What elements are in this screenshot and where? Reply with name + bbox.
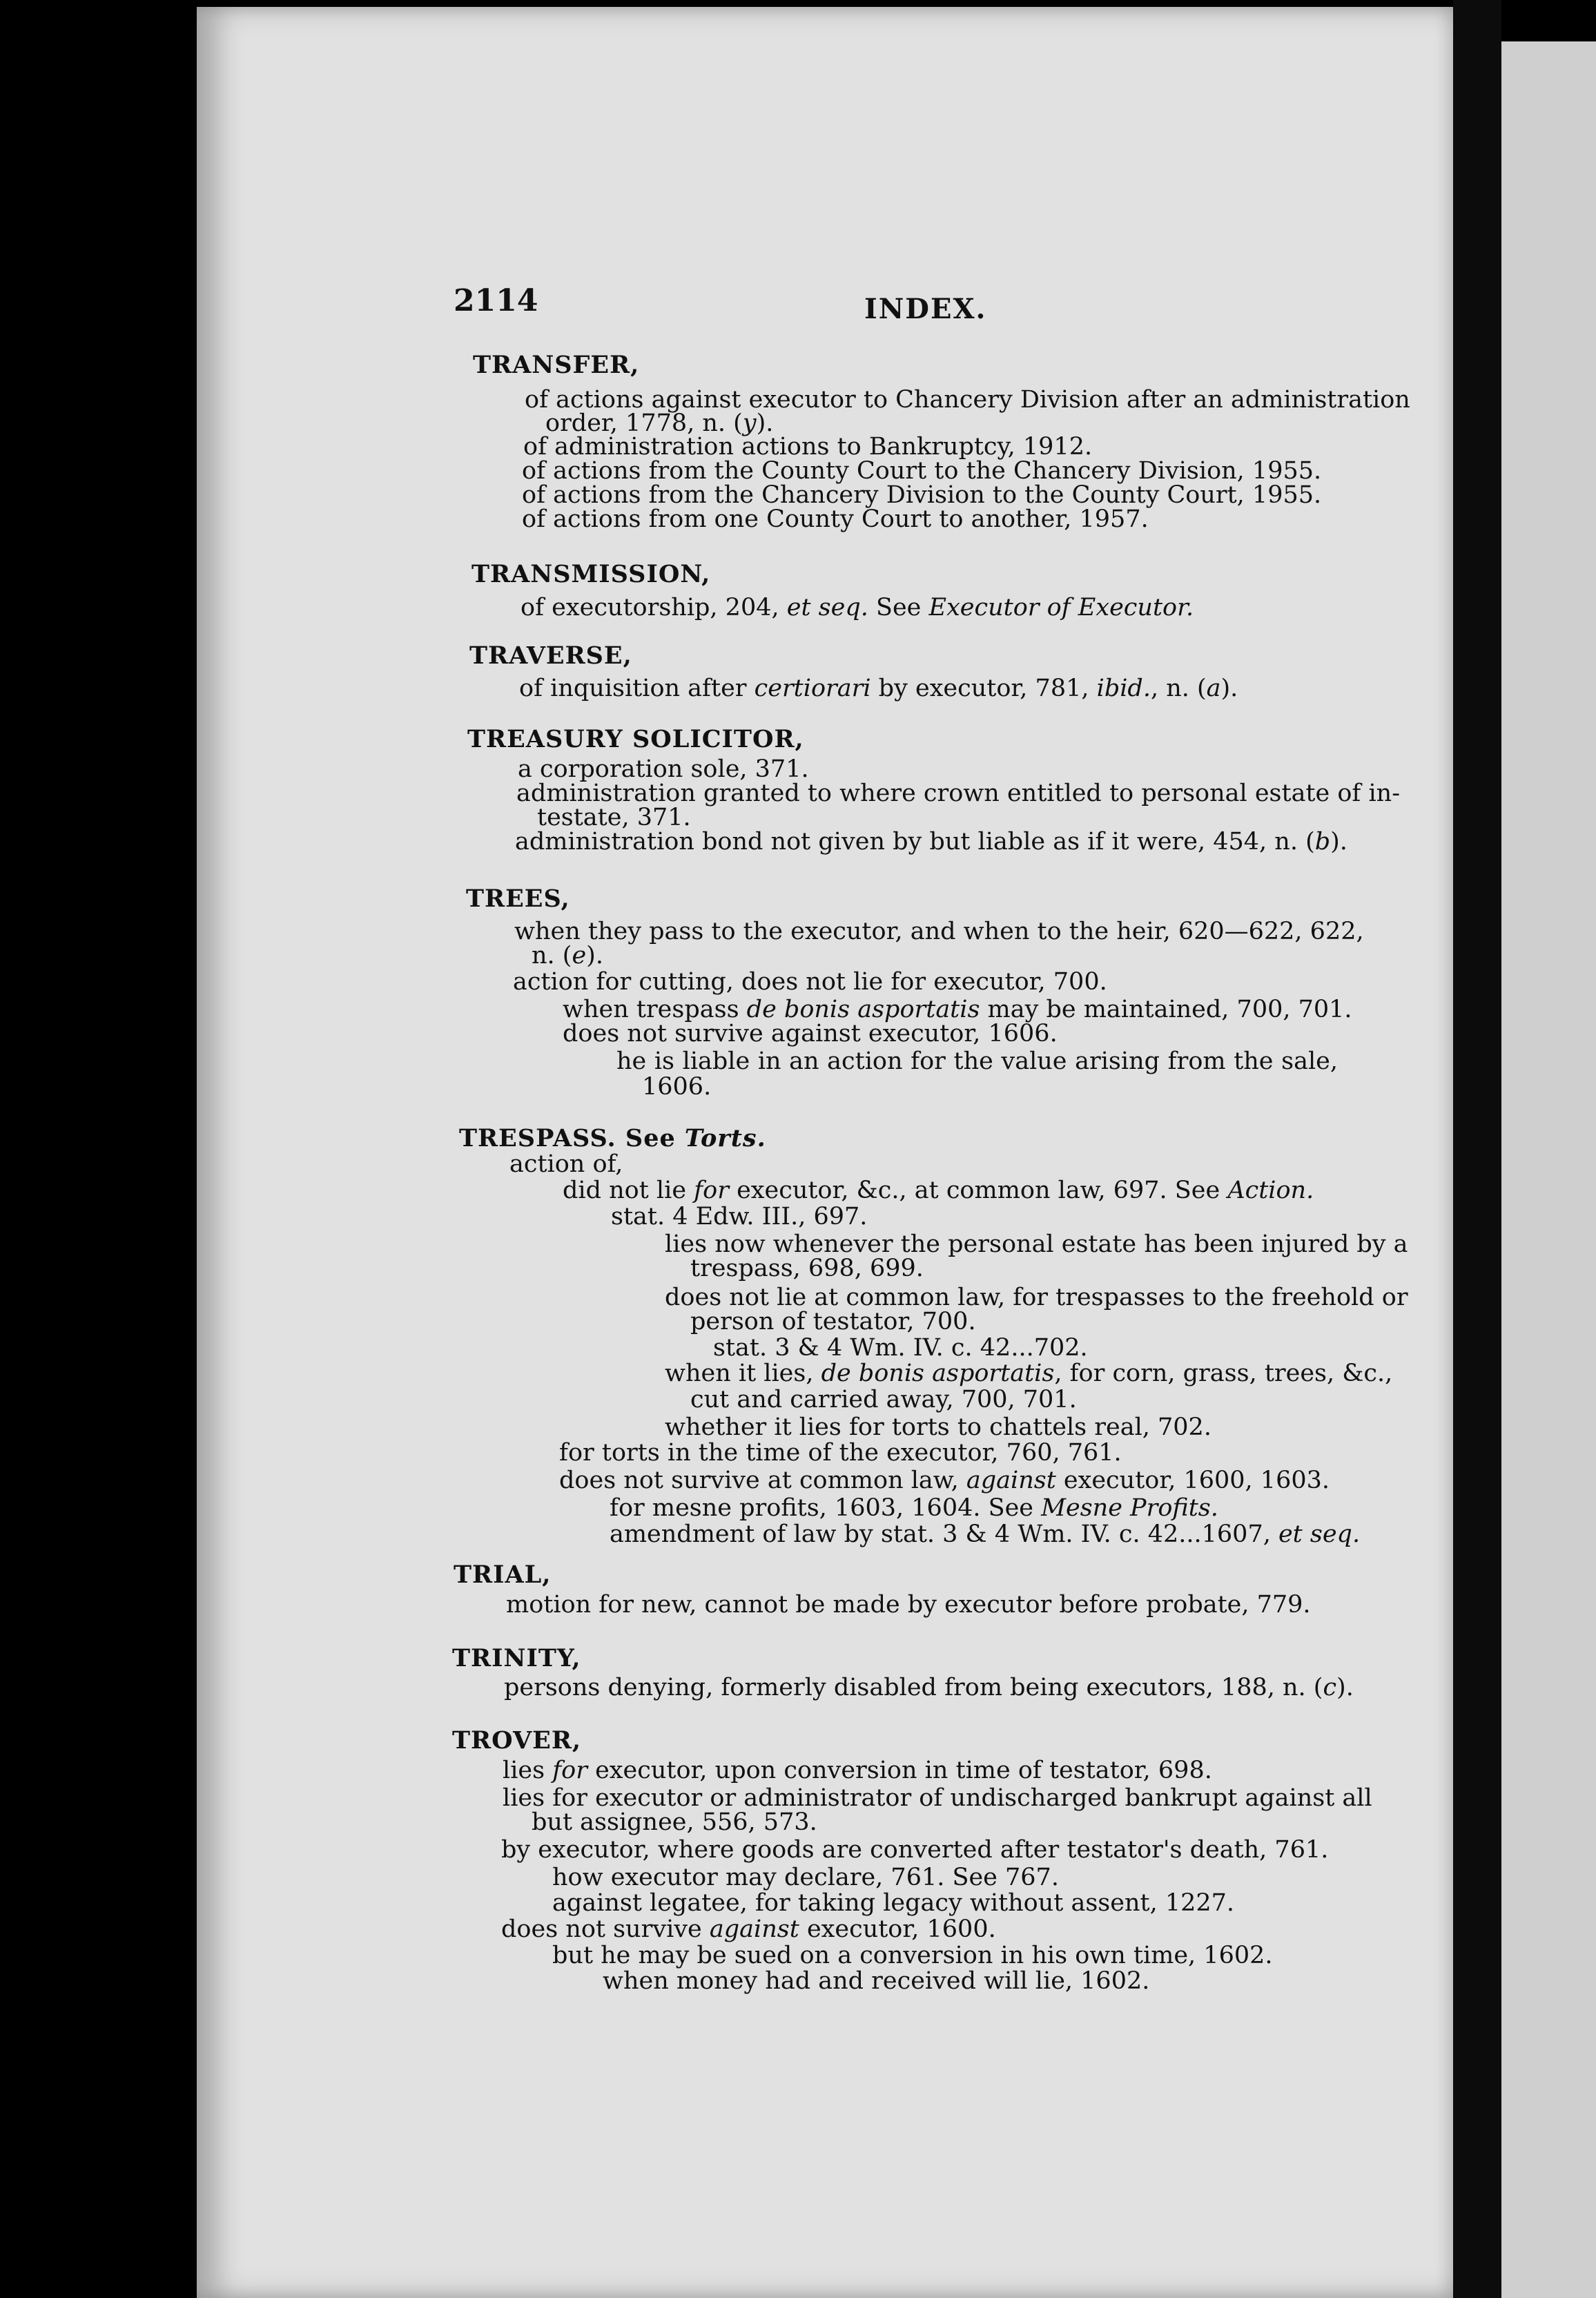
index-entry: action of, xyxy=(509,1150,623,1178)
index-entry: but he may be sued on a conversion in his own time, 1602. xyxy=(552,1942,1273,1969)
index-entry: administration bond not given by but liable as if it were, 454, n. (b). xyxy=(515,828,1347,856)
index-entry: whether it lies for torts to chattels real, 702. xyxy=(665,1413,1211,1441)
index-entry: order, 1778, n. (y). xyxy=(545,409,774,437)
index-entry: of actions against executor to Chancery Division after an administration xyxy=(525,386,1410,414)
index-heading: TRAVERSE, xyxy=(469,641,632,670)
index-entry: does not survive against executor, 1606. xyxy=(563,1020,1058,1047)
index-entry: lies for executor or administrator of undischarged bankrupt against all xyxy=(503,1784,1372,1812)
index-heading: TRIAL, xyxy=(454,1561,552,1589)
index-entry: by executor, where goods are converted after testator's death, 761. xyxy=(501,1836,1329,1864)
index-entry: does not survive at common law, against executor, 1600, 1603. xyxy=(559,1467,1330,1494)
index-entry: for torts in the time of the executor, 760, 761. xyxy=(559,1439,1122,1467)
index-entry: against legatee, for taking legacy without assent, 1227. xyxy=(552,1889,1235,1917)
index-heading: TRANSFER, xyxy=(473,351,640,379)
index-entry: administration granted to where crown entitled to personal estate of in- xyxy=(516,780,1401,807)
index-entry: of actions from the Chancery Division to the County Court, 1955. xyxy=(522,481,1322,509)
index-entry: does not lie at common law, for trespasses to the freehold or xyxy=(665,1284,1408,1311)
index-entry: amendment of law by stat. 3 & 4 Wm. IV. c. 42...1607, et seq. xyxy=(610,1520,1361,1548)
index-entry: for mesne profits, 1603, 1604. See Mesne Profits. xyxy=(610,1494,1218,1522)
index-entry: did not lie for executor, &c., at common law, 697. See Action. xyxy=(563,1177,1314,1204)
page-number: 2114 xyxy=(454,283,538,318)
facing-page-edge xyxy=(1501,41,1596,2298)
running-head: INDEX. xyxy=(864,293,987,325)
index-entry: trespass, 698, 699. xyxy=(690,1255,924,1282)
index-entry: stat. 4 Edw. III., 697. xyxy=(611,1203,868,1230)
index-entry: persons denying, formerly disabled from being executors, 188, n. (c). xyxy=(504,1674,1354,1701)
index-entry: when they pass to the executor, and when to the heir, 620—622, 622, xyxy=(514,918,1364,945)
index-entry: testate, 371. xyxy=(537,804,691,831)
index-heading: TROVER, xyxy=(452,1726,582,1755)
index-entry: he is liable in an action for the value arising from the sale, xyxy=(616,1047,1338,1075)
index-entry: of administration actions to Bankruptcy, 1912. xyxy=(523,433,1093,461)
index-entry: how executor may declare, 761. See 767. xyxy=(552,1864,1059,1891)
index-heading: TRESPASS. See Torts. xyxy=(459,1124,766,1152)
index-entry: 1606. xyxy=(642,1073,712,1101)
index-entry: of inquisition after certiorari by executor, 781, ibid., n. (a). xyxy=(519,675,1238,702)
index-entry: but assignee, 556, 573. xyxy=(532,1808,817,1836)
index-entry: of actions from the County Court to the Chancery Division, 1955. xyxy=(522,457,1322,485)
index-entry: motion for new, cannot be made by executor before probate, 779. xyxy=(506,1591,1311,1619)
index-entry: when money had and received will lie, 1602. xyxy=(603,1967,1150,1995)
index-entry: lies now whenever the personal estate has been injured by a xyxy=(665,1230,1408,1258)
index-entry: n. (e). xyxy=(532,942,603,969)
index-entry: cut and carried away, 700, 701. xyxy=(690,1386,1077,1413)
index-heading: TREASURY SOLICITOR, xyxy=(467,725,804,753)
index-entry: when trespass de bonis asportatis may be maintained, 700, 701. xyxy=(563,996,1352,1023)
index-entry: of actions from one County Court to another, 1957. xyxy=(522,505,1149,533)
index-entry: when it lies, de bonis asportatis, for corn, grass, trees, &c., xyxy=(665,1360,1393,1387)
book-gutter xyxy=(1453,0,1501,2298)
index-entry: a corporation sole, 371. xyxy=(518,755,809,783)
index-heading: TREES, xyxy=(466,885,570,913)
index-heading: TRINITY, xyxy=(452,1644,581,1672)
index-entry: action for cutting, does not lie for executor, 700. xyxy=(513,968,1107,996)
index-entry: person of testator, 700. xyxy=(690,1308,976,1335)
index-entry: does not survive against executor, 1600. xyxy=(501,1915,996,1943)
index-heading: TRANSMISSION, xyxy=(471,560,711,588)
index-entry: stat. 3 & 4 Wm. IV. c. 42...702. xyxy=(713,1334,1088,1362)
index-entry: of executorship, 204, et seq. See Executor of Executor. xyxy=(520,594,1194,621)
index-entry: lies for executor, upon conversion in time of testator, 698. xyxy=(503,1757,1212,1784)
